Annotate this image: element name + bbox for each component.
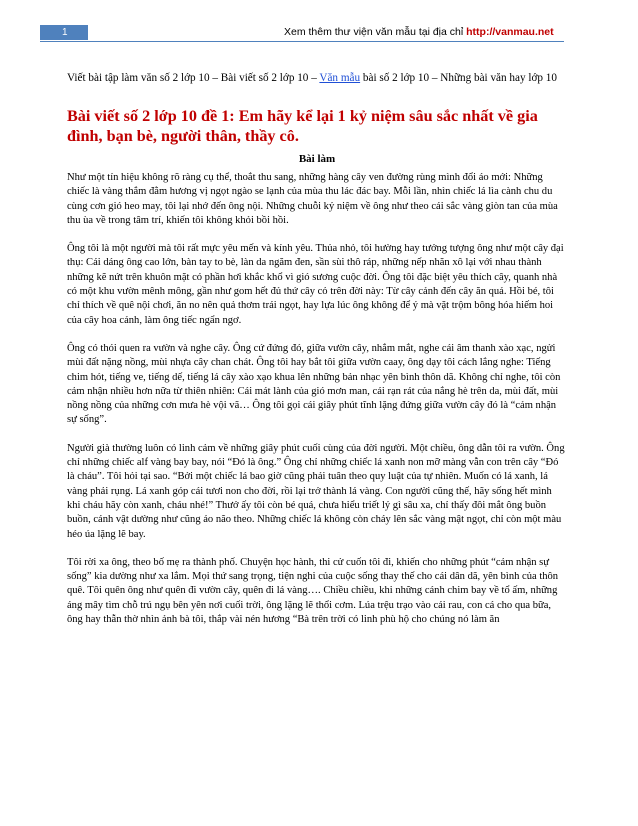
paragraph-4: Người già thường luôn có linh cảm về những giây phút cuối cùng của đời người. Một chiều, ông dẫn tôi ra vườn. Ông chỉ những chiếc alf vàng bay bay, nói “Đó là ông.” Ông chỉ những chiếc lá xanh non mỡ màng vẫn con trên cây “Đó là cháu”. Tôi hỏi tại sao. “Bởi một chiếc lá bao giờ cũng phải tuân theo quy luật của tự nhiên. Muốn có lá xanh, lá vàng phải rụng. Lá xanh góp cái tươi non cho đời, rồi lại trở thành lá vàng. Con người cũng thế, hãy sống hết mình khi cháu hãy còn xanh, cháu nhé!” Thưở ấy tôi còn bé quá, chưa hiểu triết lý gì sâu xa, chỉ thấy đôi mắt ông buồn buồn, cánh vật dường như cũng ảo não theo. Những chiếc lá không còn cháy lên sắc vàng mật ngọt, chỉ còn một màu héo úa lặng lẽ bay. <box>67 442 565 540</box>
page-number-badge: 1 <box>40 25 88 40</box>
paragraph-3: Ông có thói quen ra vườn và nghe cây. Ông cứ đứng đó, giữa vườn cây, nhắm mắt, nghe cái âm thanh xào xạc, ngửi mùi đất nặng nồng, mùi nhựa cây chan chát. Ông tôi hay bắt tôi giữa vườn caay, ông dạy tôi cách lắng nghe: Tiếng chim hót, tiếng ve, tiếng dế, tiếng lá cây xào xạo khua lên những bản nhạc yên bình thôn dã. Không chỉ nghe, tôi còn cảm nhận nhiều hơn nữa từ thiên nhiên: Cái mát lành của gió mơn man, cái rạn rát của nắng hè trên da, mùi đất, mùi nồng nồng của những cơn mưa hè vội vã… Ông tôi gọi cái giây phút tĩnh lặng đứng giữa vườn cây đó là “cảm nhận sự sống”. <box>67 342 561 426</box>
essay-title: Bài viết số 2 lớp 10 đề 1: Em hãy kể lại 1 kỷ niệm sâu sắc nhất về gia đình, bạn bè, người thân, thầy cô. <box>67 107 538 145</box>
document-body <box>67 70 567 627</box>
header-note-text: Xem thêm thư viện văn mẫu tại địa chỉ <box>284 26 467 38</box>
intro-text-before: Viết bài tập làm văn số 2 lớp 10 – Bài viết số 2 lớp 10 – <box>67 72 320 84</box>
paragraph-5: Tôi rời xa ông, theo bố mẹ ra thành phố. Chuyện học hành, thi cử cuốn tôi đi, khiến cho những phút “cảm nhận sự sống” kia dường như xa lắm. Mọi thứ sang trọng, tiện nghi của cuộc sống thay thế cho cái dân dã, yên bình của thôn quê. Tôi quên ông như quên đi vườn cây, quên đi lá vàng…. Chiều chiều, khi những cánh chim bay về tổ ấm, những áng mây tìm chỗ trú ngụ bên yên nơi cuối trời, ông lặng lẽ thổi cơm. Lúa trệu trạo vào cái rau, con cá cho qua bữa, ông hay thẫn thờ nhìn ảnh bà tôi, thắp vài nén hương “Bà trên trời có linh phù hộ cho chúng nó làm ăn <box>67 556 559 626</box>
header-note <box>284 25 554 40</box>
intro-text-after: bài số 2 lớp 10 – Những bài văn hay lớp 10 <box>360 72 557 84</box>
essay-subtitle: Bài làm <box>298 153 336 165</box>
header-divider <box>40 41 564 42</box>
intro-link-van-mau[interactable]: Văn mẫu <box>319 72 361 84</box>
paragraph-2: Ông tôi là một người mà tôi rất mực yêu mến và kính yêu. Thủa nhỏ, tôi hường hay tưởng tượng ông như một cây đại thụ: Cái dáng ông cao lớn, bàn tay to bè, làn da ngăm đen, sần sùi thô ráp, những nếp nhăn xô lại với nhau thành những kẽ nứt trên khuôn mặt có phần hơi khắc khổ vì gió sương cuộc đời. Ông tôi đặc biệt yêu thích cây, quanh nhà có một khu vườn mênh mông, gần như gom hết đủ thứ cây cỏ trên đời này: Từ cây cảnh đến cây ăn quả. Hồi bé, tôi chỉ thích về quê nội chơi, ăn no nên quả thơm trái ngọt, hay lựa lúc ông không để ý mà vặt trộm bông hóa hiếm hoi của cây hoa cảnh, làm ông tiếc ngẩn ngơ. <box>67 243 564 326</box>
intro-line <box>67 70 567 86</box>
header-link[interactable]: http://vanmau.net <box>466 26 554 38</box>
page-header <box>40 25 564 40</box>
paragraph-1: Như một tín hiệu không rõ ràng cụ thể, thoắt thu sang, những hàng cây ven đường rùng mình đổi áo mới: Những chiếc là vàng thắm đằm hương vị ngọt ngào se lạnh của mùa thu lác đác bay. Mỗi lần, nhìn chiếc lá lìa cành chu du cùng cơn gió heo may, tôi lại nhớ đến ông nội. Những chuỗi kỷ niệm về ông như theo cái sắc vàng giòn tan của mùa thu ùa về trong tâm trí, khiến tôi không khỏi bồi hồi. <box>67 172 558 226</box>
